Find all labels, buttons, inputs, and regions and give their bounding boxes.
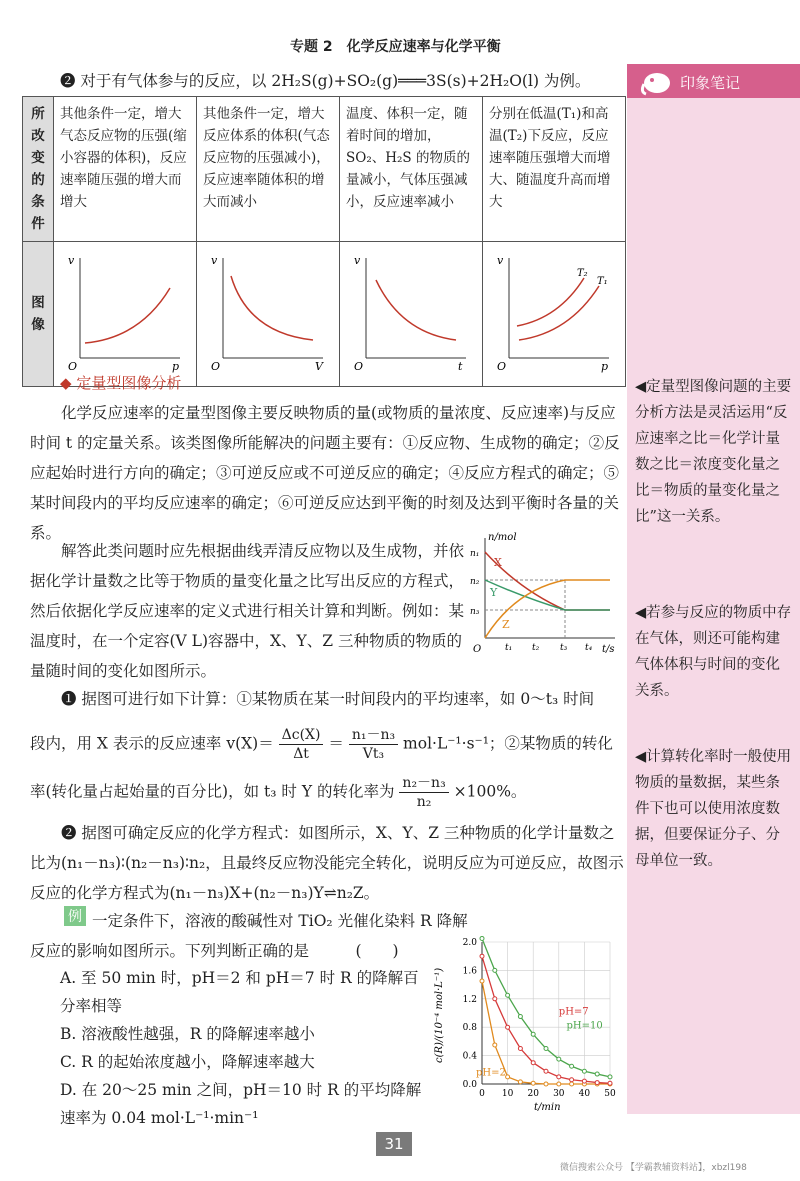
axis-label: v — [354, 254, 361, 267]
paragraph-3-line3 — [30, 774, 526, 811]
data-point — [506, 1025, 510, 1029]
fraction — [399, 774, 448, 811]
data-point — [570, 1064, 574, 1068]
table-cell: 其他条件一定，增大反应体系的体积(气态反应物的压强减小)，反应速率随体积的增大而减小 — [197, 97, 340, 242]
origin-label: O — [68, 360, 78, 373]
sidebar-note-1: ◀定量型图像问题的主要分析方法是灵活运用“反应速率之比＝化学计量数之比＝浓度变化量之比＝物质的量变化量之比”这一关系。 — [635, 379, 792, 525]
x-tick-label: 0 — [479, 1089, 485, 1099]
series-line — [482, 938, 610, 1076]
option-a: A. 至 50 min 时，pH＝2 和 pH＝7 时 R 的降解百分率相等 — [60, 969, 419, 1015]
data-point — [557, 1075, 561, 1079]
paragraph-3-line2: 段内，用 X 表示的反应速率 v(X)＝ $\frac{\Delta c(X)}{\Delta t}$ ＝ $\frac{\text{n₁－n₃}}{\text{Vt₃}}$ mol·L⁻¹·s⁻¹；②某物质的转化 — [30, 727, 613, 762]
x-tick: t₂ — [532, 643, 540, 653]
data-point — [518, 1047, 522, 1051]
x-tick: t₄ — [585, 643, 593, 653]
axis-label: v — [497, 254, 504, 267]
nt-graph — [470, 530, 625, 660]
axis-label: V — [315, 360, 323, 373]
data-point — [518, 1080, 522, 1084]
option-b: B. 溶液酸性越强，R 的降解速率越小 — [60, 1025, 315, 1043]
table-row-header: 所改变的条件 — [23, 97, 54, 242]
example-tag: 例 — [64, 906, 86, 926]
sidebar-note-2: ◀若参与反应的物质中存在气体，则还可能构建气体体积与时间的变化关系。 — [635, 605, 792, 699]
data-point — [570, 1082, 574, 1086]
fraction — [279, 726, 324, 763]
data-point — [595, 1072, 599, 1076]
x-tick-label: 10 — [501, 1089, 514, 1099]
fraction-num: Δc(X) — [279, 726, 324, 745]
data-point — [544, 1069, 548, 1073]
graph-temperature — [489, 248, 619, 373]
origin-label: O — [354, 360, 364, 373]
data-point — [570, 1078, 574, 1082]
data-point — [608, 1081, 612, 1085]
axis-label: p — [601, 360, 609, 373]
data-point — [531, 1081, 535, 1085]
data-point — [480, 979, 484, 983]
option-c: C. R 的起始浓度越小，降解速率越大 — [60, 1053, 315, 1071]
data-point — [493, 1043, 497, 1047]
series-label: pH=10 — [566, 1020, 603, 1032]
data-point — [506, 993, 510, 997]
fraction-den: Δt — [293, 746, 309, 762]
data-point — [493, 997, 497, 1001]
data-point — [480, 954, 484, 958]
graph-volume-increase — [203, 248, 333, 373]
page-number: 31 — [376, 1132, 412, 1156]
fraction-num: n₁－n₃ — [349, 726, 398, 745]
graph-cell — [340, 242, 483, 387]
graph-pressure-increase — [60, 248, 190, 373]
y-tick-label: 2.0 — [462, 938, 477, 948]
axis-label: v — [68, 254, 75, 267]
text: 率(转化量占起始量的百分比)，如 t₃ 时 Y 的转化率为 — [30, 782, 395, 801]
curve-label-t2: T₂ — [577, 268, 588, 279]
text: ×100%。 — [453, 782, 527, 801]
fraction — [349, 726, 398, 763]
y-tick: n₁ — [470, 549, 480, 559]
series-label: pH=2 — [476, 1067, 506, 1079]
graph-cell — [197, 242, 340, 387]
paragraph-1: 化学反应速率的定量型图像主要反映物质的量(或物质的量浓度、反应速率)与反应时间 t 的定量关系。该类图像所能解决的问题主要有：①反应物、生成物的确定；②反应起始时进行方向的确定；③可逆反应或不可逆反应的确定；④反应方程式的确定；⑤某时间段内的平均反应速率的确定；⑥可逆反应达到平衡的时刻及达到平衡时各量的关系。 — [30, 404, 620, 542]
data-point — [608, 1075, 612, 1079]
section-title — [60, 372, 181, 393]
x-tick: t₃ — [560, 643, 568, 653]
axis-label: t — [458, 360, 463, 373]
paragraph-4: ❷ 据图可确定反应的化学方程式：如图所示，X、Y、Z 三种物质的化学计量数之比为(n₁－n₃)∶(n₂－n₃)∶n₂，且最终反应物没能完全转化，说明反应为可逆反应，故图示反应的化学方程式为(n₁－n₃)X+(n₂－n₃)Y⇌n₂Z。 — [30, 824, 624, 902]
y-axis-label: c(R)/(10⁻⁴ mol·L⁻¹) — [434, 967, 445, 1063]
y-tick-label: 1.2 — [462, 994, 477, 1005]
table-cell: 温度、体积一定，随着时间的增加，SO₂、H₂S 的物质的量减小，气体压强减小，反应速率减小 — [340, 97, 483, 242]
axis-label: v — [211, 254, 218, 267]
x-tick-label: 40 — [578, 1089, 591, 1099]
data-point — [544, 1047, 548, 1051]
sidebar-note-3: ◀计算转化率时一般使用物质的量数据，某些条件下也可以使用浓度数据，但要保证分子、分母单位一致。 — [635, 749, 792, 869]
series-label-y: Y — [490, 586, 498, 599]
graph-cell — [54, 242, 197, 387]
data-point — [531, 1032, 535, 1036]
elephant-icon — [640, 68, 674, 100]
fraction-den: n₂ — [416, 794, 432, 810]
series-label: pH=7 — [558, 1006, 589, 1018]
option-d: D. 在 20～25 min 之间，pH＝10 时 R 的平均降解速率为 0.04 mol·L⁻¹·min⁻¹ — [60, 1081, 422, 1127]
example-question: 一定条件下，溶液的酸碱性对 TiO₂ 光催化染料 R 降解反应的影响如图所示。下列判断正确的是 ( ) — [30, 912, 468, 960]
x-tick-label: 50 — [604, 1089, 616, 1099]
data-point — [544, 1082, 548, 1086]
axis-label: n/mol — [488, 532, 517, 543]
graph-time-decrease — [346, 248, 476, 373]
y-tick: n₃ — [470, 607, 480, 617]
x-tick: t₁ — [505, 643, 513, 653]
table-row-header: 图像 — [23, 242, 54, 387]
table-cell: 分别在低温(T₁)和高温(T₂)下反应，反应速率随压强增大而增大、随温度升高而增大 — [483, 97, 626, 242]
degradation-chart — [430, 930, 625, 1130]
origin-label: O — [211, 360, 221, 373]
origin-label: O — [497, 360, 507, 373]
data-point — [531, 1061, 535, 1065]
y-tick-label: 1.6 — [462, 966, 477, 977]
bullet-icon: ◆ — [60, 374, 77, 392]
paragraph-3-line1: ❶ 据图可进行如下计算：①某物质在某一时间段内的平均速率，如 0～t₃ 时间 — [61, 690, 595, 708]
data-point — [557, 1082, 561, 1086]
axis-label: t/s — [602, 644, 615, 655]
y-tick-label: 0.0 — [462, 1080, 477, 1090]
graph-cell — [483, 242, 626, 387]
text: mol·L⁻¹·s⁻¹；②某物质的转化 — [403, 734, 613, 753]
axis-label: p — [172, 360, 180, 373]
origin-label: O — [473, 644, 482, 655]
fraction-den: Vt₃ — [362, 746, 385, 762]
y-tick: n₂ — [470, 577, 480, 587]
curve-label-t1: T₁ — [597, 276, 608, 287]
intro-item-2: ❷ 对于有气体参与的反应，以 2H₂S(g)+SO₂(g)═══3S(s)+2H₂O(l) 为例。 — [60, 72, 591, 90]
data-point — [518, 1015, 522, 1019]
fraction-num: n₂－n₃ — [399, 774, 448, 793]
series-label-x: X — [494, 556, 502, 569]
page-header: 专题 2 化学反应速率与化学平衡 — [290, 39, 501, 55]
data-point — [582, 1069, 586, 1073]
data-point — [506, 1075, 510, 1079]
x-tick-label: 20 — [527, 1089, 539, 1099]
comparison-table — [22, 96, 626, 387]
table-cell: 其他条件一定，增大气态反应物的压强(缩小容器的体积)，反应速率随压强的增大而增大 — [54, 97, 197, 242]
text: 段内，用 X 表示的反应速率 v(X)＝ — [30, 734, 274, 753]
sidebar-background — [627, 64, 800, 1114]
data-point — [595, 1081, 599, 1085]
data-point — [480, 936, 484, 940]
series-label-z: Z — [502, 618, 510, 631]
y-tick-label: 0.4 — [462, 1051, 477, 1062]
watermark: 微信搜索公众号 【学霸教辅资料站】，xbzl198 — [560, 1163, 747, 1173]
x-tick-label: 30 — [553, 1089, 565, 1099]
section-title-text: 定量型图像分析 — [76, 374, 182, 392]
sidebar-title: 印象笔记 — [680, 74, 741, 92]
y-tick-label: 0.8 — [462, 1023, 477, 1034]
x-axis-label: t/min — [534, 1102, 561, 1113]
paragraph-2: 解答此类问题时应先根据曲线弄清反应物以及生成物，并依据化学计量数之比等于物质的量变化量之比写出反应的方程式，然后依据化学反应速率的定义式进行相关计算和判断。例如：某温度时，在一个定容(V L)容器中，X、Y、Z 三种物质的物质的量随时间的变化如图所示。 — [30, 542, 465, 680]
data-point — [557, 1057, 561, 1061]
data-point — [582, 1079, 586, 1083]
data-point — [493, 968, 497, 972]
